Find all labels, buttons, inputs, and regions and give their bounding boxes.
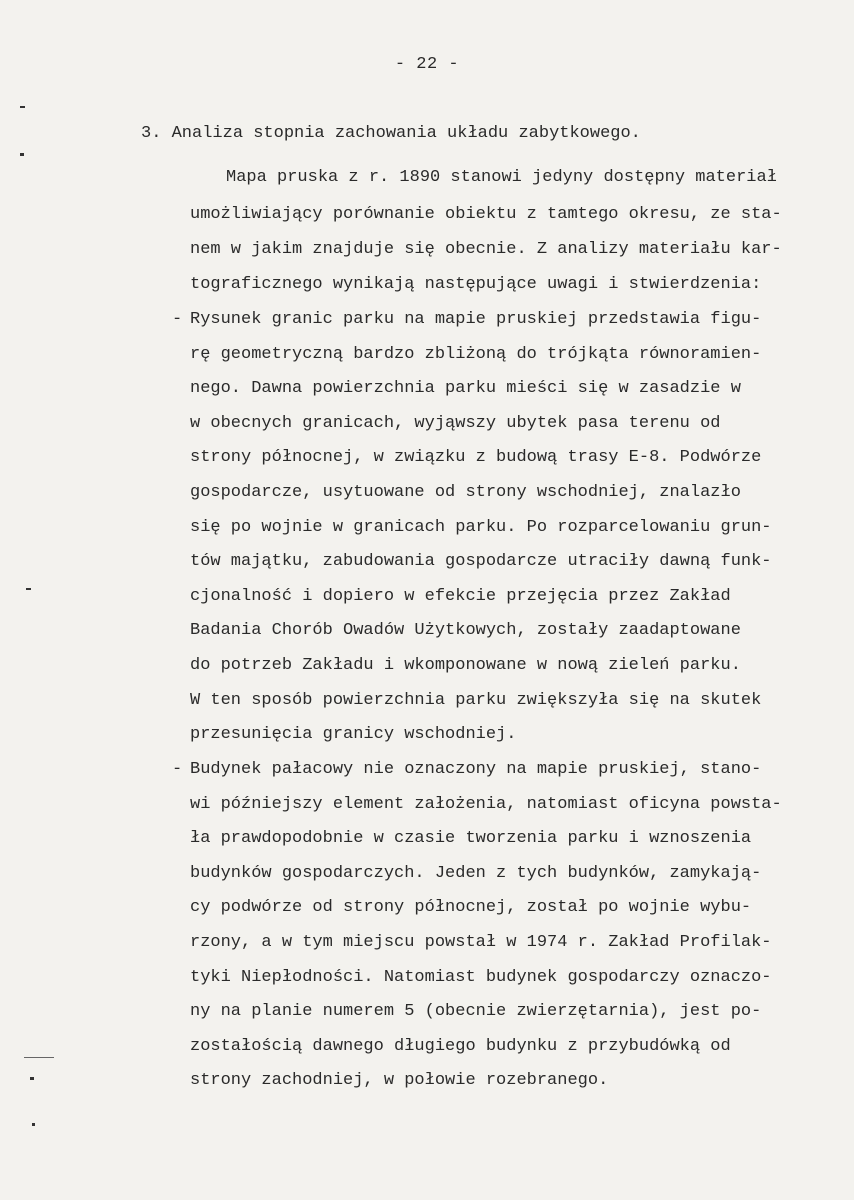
bullet-line: Badania Chorób Owadów Użytkowych, zostały zaadaptowane (190, 621, 741, 641)
bullet-line: rę geometryczną bardzo zbliżoną do trójkąta równoramien- (190, 344, 762, 364)
bullet-line: gospodarcze, usytuowane od strony wschodniej, znalazło (190, 483, 741, 502)
bullet-dash: - (172, 760, 183, 779)
bullet-line: zostałością dawnego długiego budynku z przybudówką od (190, 1036, 731, 1056)
bullet-line: budynków gospodarczych. Jeden z tych budynków, zamykają- (190, 863, 762, 883)
bullet-line: ła prawdopodobnie w czasie tworzenia parku i wznoszenia (190, 829, 752, 849)
bullet-line: przesunięcia granicy wschodniej. (190, 725, 517, 745)
bullet-line: nego. Dawna powierzchnia parku mieści się w zasadzie w (190, 379, 741, 399)
section-heading: 3. Analiza stopnia zachowania układu zabytkowego. (141, 124, 641, 143)
bullet-line: rzony, a w tym miejscu powstał w 1974 r. Zakład Profilak- (190, 933, 772, 952)
margin-mark (26, 588, 31, 590)
intro-line: tograficznego wynikają następujące uwagi i stwierdzenia: (190, 275, 762, 294)
bullet-line: strony zachodniej, w połowie rozebranego. (190, 1071, 609, 1091)
intro-line: nem w jakim znajduje się obecnie. Z analizy materiału kar- (190, 240, 782, 259)
bullet-line: wi późniejszy element założenia, natomiast oficyna powsta- (190, 794, 782, 814)
margin-mark (24, 1057, 54, 1058)
margin-mark (20, 153, 24, 156)
intro-line: Mapa pruska z r. 1890 stanowi jedyny dostępny materiał (226, 168, 777, 187)
intro-line: umożliwiający porównanie obiektu z tamtego okresu, ze sta- (190, 205, 782, 224)
bullet-line: w obecnych granicach, wyjąwszy ubytek pasa terenu od (190, 413, 721, 433)
bullet-line: cjonalność i dopiero w efekcie przejęcia przez Zakład (190, 586, 731, 606)
bullet-line: tów majątku, zabudowania gospodarcze utraciły dawną funk- (190, 552, 772, 572)
bullet-line: ny na planie numerem 5 (obecnie zwierzętarnia), jest po- (190, 1002, 762, 1022)
bullet-dash: - (172, 310, 183, 329)
page-number: - 22 - (394, 55, 460, 74)
bullet-line: strony północnej, w związku z budową trasy E-8. Podwórze (190, 448, 762, 468)
bullet-line: Rysunek granic parku na mapie pruskiej przedstawia figu- (190, 310, 762, 329)
bullet-line: się po wojnie w granicach parku. Po rozparcelowaniu grun- (190, 517, 772, 537)
bullet-line: do potrzeb Zakładu i wkomponowane w nową zieleń parku. (190, 656, 741, 675)
margin-mark (30, 1077, 34, 1080)
bullet-line: cy podwórze od strony północnej, został po wojnie wybu- (190, 898, 752, 918)
bullet-line: tyki Niepłodności. Natomiast budynek gospodarczy oznaczo- (190, 967, 772, 987)
bullet-line: W ten sposób powierzchnia parku zwiększyła się na skutek (190, 690, 762, 710)
margin-mark (32, 1123, 35, 1126)
margin-mark (20, 106, 25, 108)
bullet-line: Budynek pałacowy nie oznaczony na mapie pruskiej, stano- (190, 760, 762, 779)
